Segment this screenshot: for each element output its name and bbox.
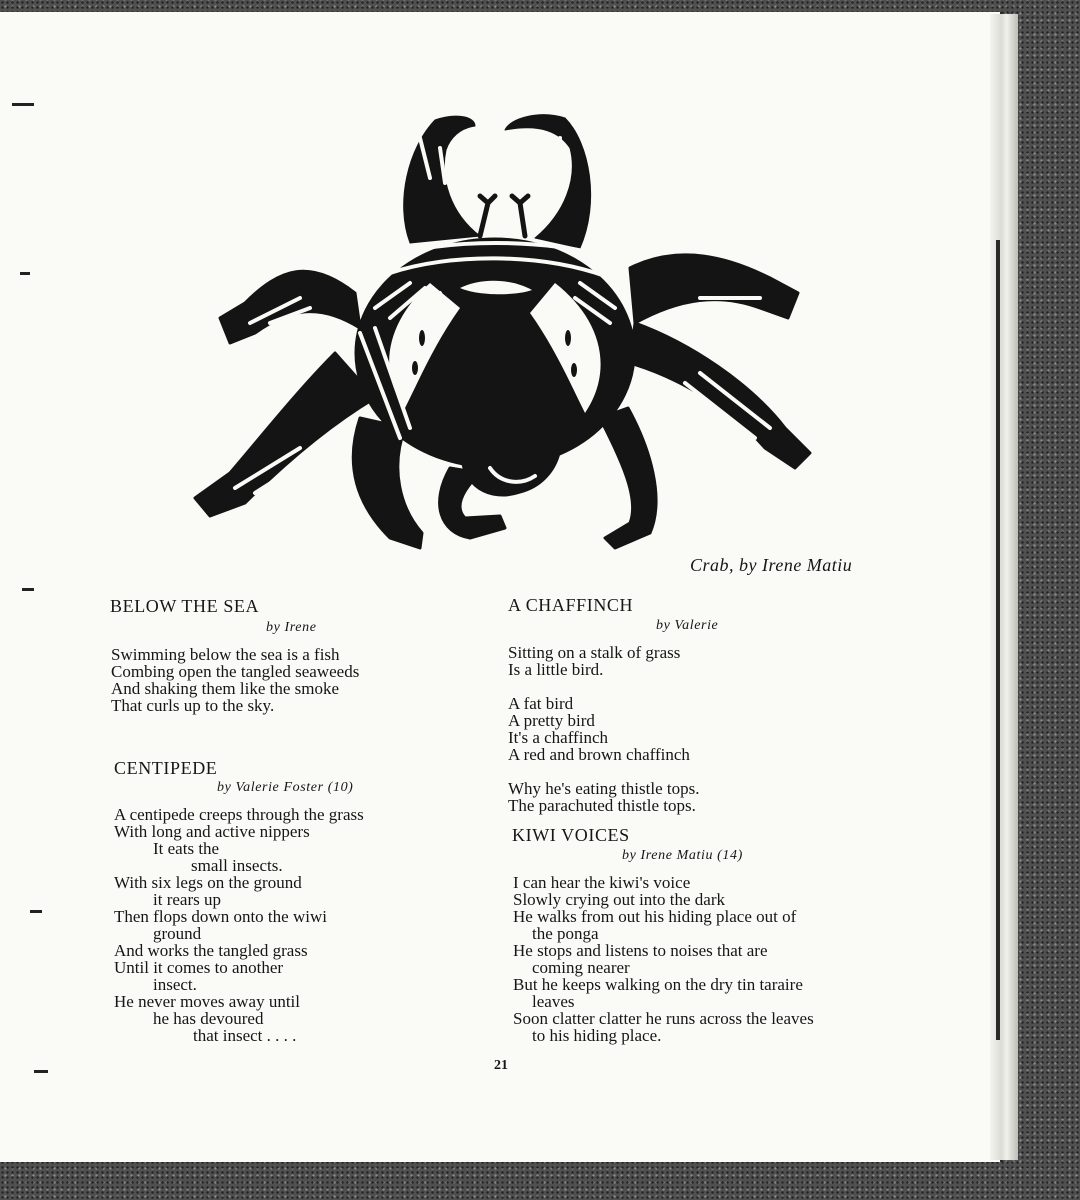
poem-byline-a-chaffinch: by Valerie [656,618,719,633]
poem-line: small insects. [191,856,283,875]
poem-line: that insect . . . . [193,1026,297,1045]
poem-line: A red and brown chaffinch [508,745,690,764]
poem-line: it rears up [153,890,221,909]
stanza-break [508,678,699,695]
poem-line: With long and active nippers [114,822,310,841]
poem-title-below-the-sea: BELOW THE SEA [110,596,260,616]
poem-body-centipede [114,806,364,1044]
binding-marks [0,0,60,1200]
poem-line: to his hiding place. [532,1026,662,1045]
page-number: 21 [494,1058,508,1073]
poem-title-kiwi-voices: KIWI VOICES [512,825,630,845]
poem-line: He walks from out his hiding place out of [513,907,797,926]
poem-line: Slowly crying out into the dark [513,890,726,909]
crab-illustration [160,108,830,560]
illustration-caption: Crab, by Irene Matiu [690,555,853,575]
poem-line: Swimming below the sea is a fish [111,645,340,664]
poem-line: That curls up to the sky. [111,696,275,715]
poem-line: Combing open the tangled seaweeds [111,662,360,681]
poem-body-below-the-sea [111,646,359,714]
poem-line: he has devoured [153,1009,264,1028]
poem-line: He stops and listens to noises that are [513,941,768,960]
poem-line: Soon clatter clatter he runs across the leaves [513,1009,814,1028]
poem-title-a-chaffinch: A CHAFFINCH [508,595,634,615]
poem-line: Is a little bird. [508,660,604,679]
poem-line: Until it comes to another [114,958,284,977]
poem-body-a-chaffinch [508,644,699,814]
poem-line: Then flops down onto the wiwi [114,907,327,926]
poem-line: He never moves away until [114,992,300,1011]
poem-byline-below-the-sea: by Irene [266,620,317,635]
poem-line: The parachuted thistle tops. [508,796,696,815]
poem-line: Why he's eating thistle tops. [508,779,700,798]
stanza-break [508,763,699,780]
poem-line: It's a chaffinch [508,728,608,747]
poem-line: But he keeps walking on the dry tin taraire [513,975,803,994]
poem-body-kiwi-voices [513,874,814,1044]
poem-line: A pretty bird [508,711,595,730]
poem-title-centipede: CENTIPEDE [114,758,218,778]
poem-line: And shaking them like the smoke [111,679,340,698]
poem-line: the ponga [532,924,599,943]
poem-line: It eats the [153,839,220,858]
poem-line: insect. [153,975,197,994]
poem-line: And works the tangled grass [114,941,308,960]
poem-line: A centipede creeps through the grass [114,805,364,824]
poem-byline-kiwi-voices: by Irene Matiu (14) [622,848,743,863]
poem-line: leaves [532,992,575,1011]
poem-byline-centipede: by Valerie Foster (10) [217,780,354,795]
page-edge [990,14,1018,1160]
poem-line: With six legs on the ground [114,873,302,892]
poem-line: I can hear the kiwi's voice [513,873,691,892]
poem-line: Sitting on a stalk of grass [508,643,681,662]
poem-line: coming nearer [532,958,630,977]
poem-line: A fat bird [508,694,574,713]
page-edge-shadow [996,240,1000,1040]
poem-line: ground [153,924,202,943]
